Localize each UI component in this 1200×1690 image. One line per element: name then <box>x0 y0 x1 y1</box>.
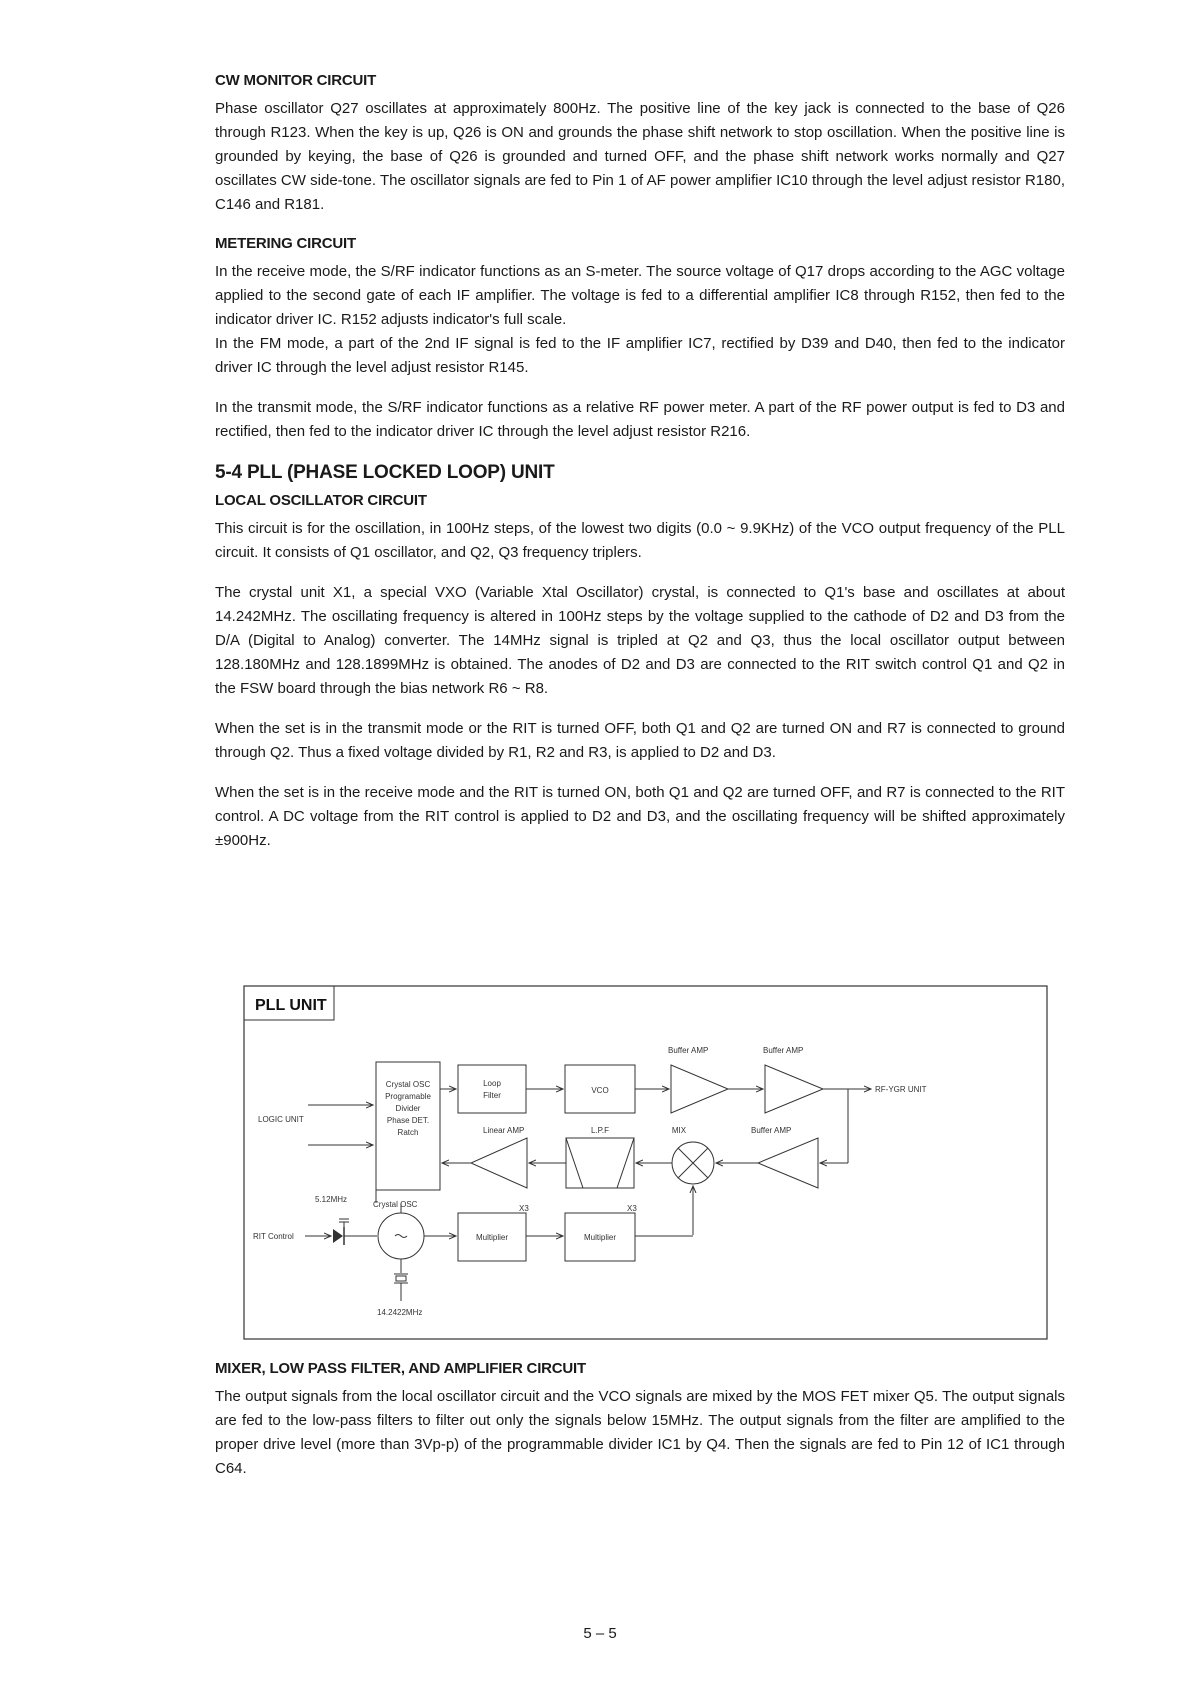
page-number: 5 – 5 <box>583 1625 617 1642</box>
mix-label: MIX <box>671 1126 687 1135</box>
buffer-amp-1 <box>671 1065 728 1113</box>
crystal-frequency-label: 14.2422MHz <box>377 1308 423 1317</box>
crystal-block-line-5: Ratch <box>397 1128 419 1137</box>
vco-block <box>565 1065 635 1113</box>
local-osc-heading: LOCAL OSCILLATOR CIRCUIT <box>215 492 427 509</box>
cw-monitor-heading: CW MONITOR CIRCUIT <box>215 72 377 89</box>
lower-text-column <box>215 1360 1065 1481</box>
x3-label-1: X3 <box>519 1204 529 1213</box>
buffer-amp-3-label: Buffer AMP <box>751 1126 792 1135</box>
rf-ygr-unit-label: RF-YGR UNIT <box>875 1085 927 1094</box>
linear-amp <box>471 1138 527 1188</box>
crystal-divider-block <box>376 1062 440 1190</box>
multiplier-1-label: Multiplier <box>475 1233 509 1242</box>
local-osc-paragraph-3: When the set is in the transmit mode or the RIT is turned OFF, both Q1 and Q2 are turned ON and R7 is connected to ground through Q2. Thus a fixed voltage divided by R1, R2 and R3, is applied to D2 and D3. <box>215 720 1065 761</box>
lpf-block <box>566 1138 634 1188</box>
buffer-amp-3 <box>758 1138 818 1188</box>
logic-unit-label: LOGIC UNIT <box>258 1115 304 1124</box>
mixer-paragraph: The output signals from the local oscillator circuit and the VCO signals are mixed by the MOS FET mixer Q5. The output signals are fed to the low-pass filters to filter out only the signals below 15MHz. The output signals from the filter are amplified to the proper drive level (more than 3Vp-p) of the programmable divider IC1 by Q4. Then the signals are fed to Pin 12 of IC1 through C64. <box>215 1388 1065 1477</box>
crystal-block-line-4: Phase DET. <box>386 1116 430 1125</box>
freq-512-label: 5.12MHz <box>315 1195 348 1204</box>
buffer-amp-2 <box>765 1065 823 1113</box>
crystal-osc-label: Crystal OSC <box>373 1200 418 1209</box>
metering-paragraph-2: In the transmit mode, the S/RF indicator functions as a relative RF power meter. A part of the RF power output is fed to D3 and rectified, then fed to the indicator driver IC through the level adjust resistor R216. <box>215 399 1065 440</box>
local-osc-paragraph-2: The crystal unit X1, a special VXO (Variable Xtal Oscillator) crystal, is connected to Q1's base and oscillates at about 14.242MHz. The oscillating frequency is altered in 100Hz steps by the voltage supplied to the cathode of D2 and D3 from the D/A (Digital to Analog) converter. The 14MHz signal is tripled at Q2 and Q3, thus the local oscillator output between 128.180MHz and 128.1899MHz is obtained. The anodes of D2 and D3 are connected to the RIT switch control Q1 and Q2 in the FSW board through the bias network R6 ~ R8. <box>215 584 1065 697</box>
section-title: 5-4 PLL (PHASE LOCKED LOOP) UNIT <box>215 462 555 483</box>
multiplier-block-2 <box>565 1213 635 1261</box>
local-osc-paragraph-4: When the set is in the receive mode and the RIT is turned ON, both Q1 and Q2 are turned OFF, and R7 is connected to the RIT control. A DC voltage from the RIT control is applied to D2 and D3, and the oscillating frequency will be shifted approximately ±900Hz. <box>215 784 1065 849</box>
mixer-heading: MIXER, LOW PASS FILTER, AND AMPLIFIER CIRCUIT <box>215 1360 586 1377</box>
crystal-block-line-2: Programable <box>385 1092 431 1101</box>
vco-label: VCO <box>591 1086 609 1095</box>
upper-text-column <box>215 72 1065 853</box>
crystal-oscillator-symbol <box>378 1213 424 1259</box>
buffer-amp-1-label: Buffer AMP <box>668 1046 709 1055</box>
pll-block-diagram <box>243 985 1048 1340</box>
lpf-label: L.P.F <box>590 1126 610 1135</box>
cw-monitor-paragraph: Phase oscillator Q27 oscillates at approximately 800Hz. The positive line of the key jack is connected to the base of Q26 through R123. When the key is up, Q26 is ON and grounds the phase shift network to stop oscillation. When the positive line is grounded by keying, the base of Q26 is grounded and turned OFF, and the phase shift network works normally and Q27 oscillates CW side-tone. The oscillator signals are fed to Pin 1 of AF power amplifier IC10 through the level adjust resistor R180, C146 and R181. <box>215 100 1065 213</box>
crystal-unit-icon <box>394 1274 408 1283</box>
loop-filter-block <box>458 1065 526 1113</box>
crystal-block-line-1: Crystal OSC <box>385 1080 431 1089</box>
multiplier-block-1 <box>458 1213 526 1261</box>
metering-heading: METERING CIRCUIT <box>215 235 356 252</box>
crystal-block-line-3: Divider <box>395 1104 421 1113</box>
linear-amp-label: Linear AMP <box>483 1126 525 1135</box>
metering-paragraph-1a: In the receive mode, the S/RF indicator functions as an S-meter. The source voltage of Q17 drops according to the AGC voltage applied to the second gate of each IF amplifier. The voltage is fed to a differential amplifier IC8 through R152, then fed to the indicator driver IC. R152 adjusts indicator's full scale. <box>215 263 1065 328</box>
buffer-amp-2-label: Buffer AMP <box>763 1046 804 1055</box>
loop-filter-line-1: Loop <box>483 1079 501 1088</box>
multiplier-2-label: Multiplier <box>583 1233 617 1242</box>
loop-filter-line-2: Filter <box>483 1091 501 1100</box>
local-osc-paragraph-1: This circuit is for the oscillation, in 100Hz steps, of the lowest two digits (0.0 ~ 9.9KHz) of the VCO output frequency of the PLL circuit. It consists of Q1 oscillator, and Q2, Q3 frequency triplers. <box>215 520 1065 561</box>
mixer-symbol <box>672 1142 714 1184</box>
rit-control-label: RIT Control <box>253 1232 294 1241</box>
diagram-title: PLL UNIT <box>255 997 327 1014</box>
x3-label-2: X3 <box>627 1204 637 1213</box>
metering-paragraph-1b: In the FM mode, a part of the 2nd IF signal is fed to the IF amplifier IC7, rectified by D39 and D40, then fed to the indicator driver IC through the level adjust resistor R145. <box>215 335 1065 376</box>
varactor-diode-symbol <box>333 1219 349 1245</box>
